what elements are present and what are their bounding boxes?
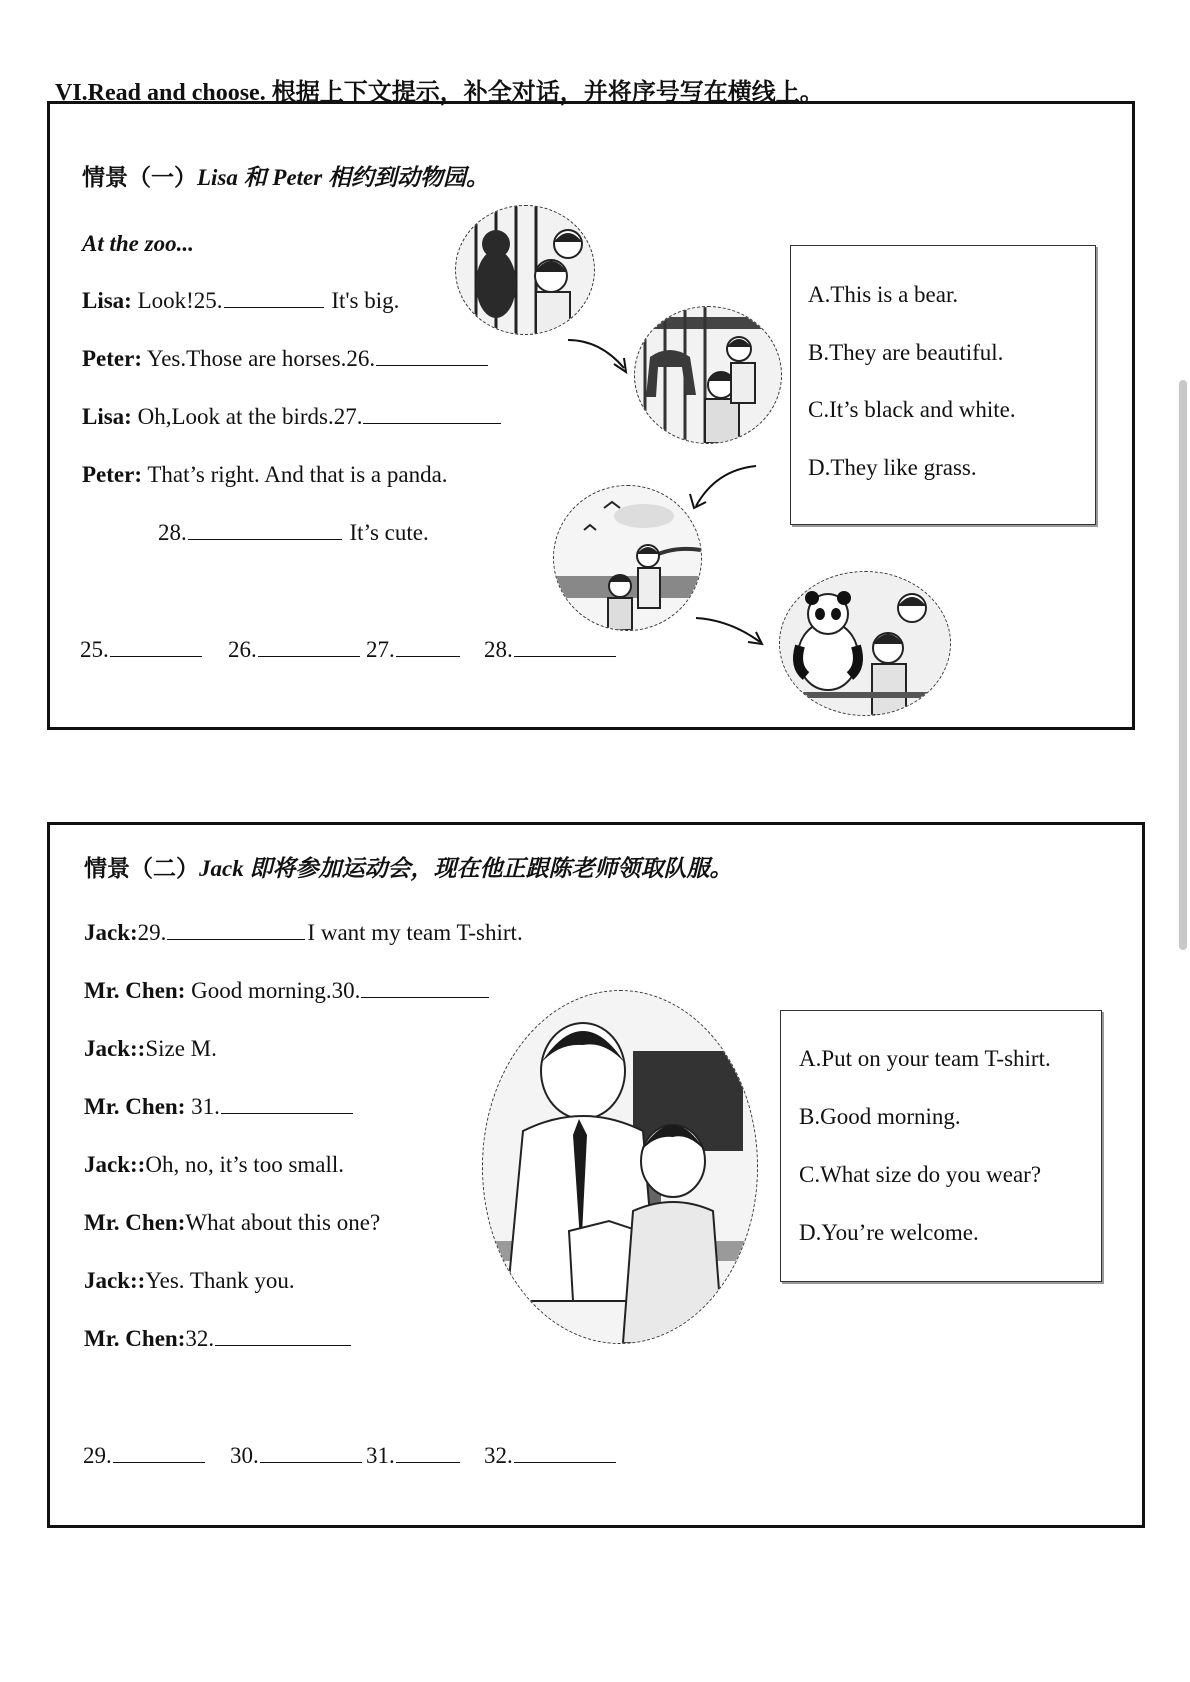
answer-blank-26[interactable]: [258, 652, 360, 657]
blank-29[interactable]: [167, 935, 305, 940]
scene2-title: 情景（二）Jack 即将参加运动会，现在他正跟陈老师领取队服。: [84, 856, 733, 881]
scene2-line-30: Mr. Chen: Good morning.30.: [84, 979, 491, 1002]
blank-30[interactable]: [361, 993, 489, 998]
answer-blank-28[interactable]: [514, 652, 616, 657]
blank-26[interactable]: [376, 361, 488, 366]
answer-blank-25[interactable]: [110, 652, 202, 657]
scene1-option-c: C.It’s black and white.: [808, 397, 1016, 422]
blank-28[interactable]: [188, 535, 342, 540]
scene1-line-27: Lisa: Oh,Look at the birds.27.: [82, 405, 503, 428]
blank-25[interactable]: [224, 303, 324, 308]
scene2-line-small: Jack::Oh, no, it’s too small.: [84, 1152, 345, 1177]
scene2-answer-29: 29.: [83, 1444, 207, 1467]
scene2-option-c: C.What size do you wear?: [799, 1162, 1042, 1187]
answer-blank-30[interactable]: [260, 1458, 362, 1463]
scene1-line-panda: Peter: That’s right. And that is a panda.: [82, 462, 448, 487]
scene1-line-28: 28. It’s cute.: [158, 520, 429, 545]
scene1-line-26: Peter: Yes.Those are horses.26.: [82, 347, 490, 370]
arrow-left-icon: [680, 460, 760, 520]
scene2-line-29: Jack:29. I want my team T-shirt.: [84, 920, 523, 945]
arrow-right-icon: [690, 610, 770, 650]
horses-illustration: [634, 306, 782, 444]
section-heading: VI.Read and choose. 根据上下文提示，补全对话，并将序号写在横线上。: [55, 80, 824, 106]
scene1-intro: At the zoo...: [82, 231, 194, 256]
scene2-line-size: Jack::Size M.: [84, 1036, 217, 1061]
blank-31[interactable]: [221, 1109, 353, 1114]
answer-blank-29[interactable]: [113, 1458, 205, 1463]
bear-illustration: [455, 205, 595, 335]
blank-32[interactable]: [215, 1341, 351, 1346]
scene2-line-31: Mr. Chen: 31.: [84, 1095, 355, 1118]
arrow-right-icon: [560, 330, 640, 380]
scene2-option-b: B.Good morning.: [799, 1104, 961, 1129]
scene1-answer-27: 27.: [366, 638, 462, 661]
scene1-option-d: D.They like grass.: [808, 455, 977, 480]
answer-blank-31[interactable]: [396, 1458, 460, 1463]
scene2-answer-30: 30.: [230, 1444, 364, 1467]
panda-illustration: [779, 571, 951, 716]
scene2-answer-32: 32.: [484, 1444, 618, 1467]
scene1-title: 情景（一）Lisa 和 Peter 相约到动物园。: [82, 165, 489, 190]
scene1-answer-25: 25.: [80, 638, 204, 661]
scene1-answer-28: 28.: [484, 638, 618, 661]
scene2-answer-31: 31.: [366, 1444, 462, 1467]
blank-27[interactable]: [363, 419, 501, 424]
answer-blank-32[interactable]: [514, 1458, 616, 1463]
scene2-option-a: A.Put on your team T-shirt.: [799, 1046, 1051, 1071]
scene2-line-thanks: Jack::Yes. Thank you.: [84, 1268, 295, 1293]
scene1-option-b: B.They are beautiful.: [808, 340, 1004, 365]
scene1-answer-26: 26.: [228, 638, 362, 661]
scene1-line-25: Lisa: Look!25. It's big.: [82, 288, 400, 313]
scrollbar[interactable]: [1179, 380, 1187, 950]
scene2-option-d: D.You’re welcome.: [799, 1220, 979, 1245]
scene2-line-this-one: Mr. Chen:What about this one?: [84, 1210, 381, 1235]
scene1-option-a: A.This is a bear.: [808, 282, 959, 307]
answer-blank-27[interactable]: [396, 652, 460, 657]
teacher-student-illustration: [482, 990, 758, 1344]
scene2-line-32: Mr. Chen:32.: [84, 1327, 353, 1350]
